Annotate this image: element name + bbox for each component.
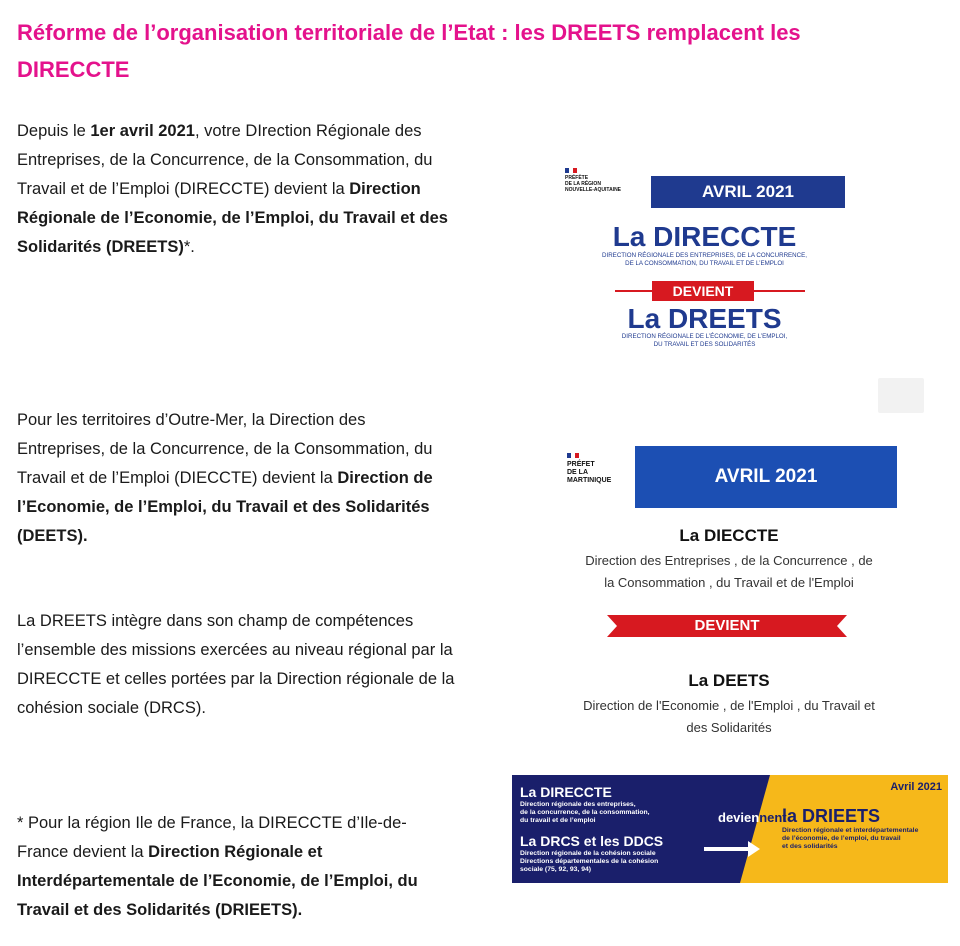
direccte-subtitle-1: Direction régionale des entreprises, [520, 801, 636, 808]
image-dieccte-to-deets [555, 438, 903, 748]
drcs-label: La DRCS et les DDCS [520, 833, 664, 849]
date-label: Avril 2021 [890, 781, 942, 793]
old-name: La DIRECCTE [612, 221, 797, 252]
date-banner: AVRIL 2021 [651, 176, 845, 208]
logo-line-2: DE LA [567, 469, 588, 476]
logo-line-2: DE LA RÉGION [565, 181, 601, 187]
arrow-right-icon [748, 841, 760, 857]
drieets-subtitle-3: et des solidarités [782, 843, 838, 850]
paragraph-outre-mer: Pour les territoires d’Outre-Mer, la Direction des Entreprises, de la Concurrence, de la Consommation, du Travail et de l’Emploi (DIECCTE) devient la Direction de l’Economie, de l’Emploi, du Travail et des Solidarités (DEETS). [17, 411, 433, 545]
republique-logo-icon [565, 168, 577, 173]
paragraph-ile-de-france: * Pour la région Ile de France, la DIRECCTE d’Ile-de-France devient la Direction Régionale et Interdépartementale de l’Economie, de l’Emploi, du Travail et des Solidarités (DRIEETS). [17, 814, 418, 919]
date-banner: AVRIL 2021 [635, 446, 897, 508]
direccte-subtitle-2: de la concurrence, de la consommation, [520, 809, 650, 816]
drieets-label: la DRIEETS [782, 806, 881, 826]
drcs-subtitle-2: Directions départementales de la cohésion [520, 858, 659, 865]
ribbon-right-end [837, 615, 847, 637]
old-subtitle-2: DE LA CONSOMMATION, DU TRAVAIL ET DE L’EMPLOI [625, 260, 784, 267]
new-subtitle-2: DU TRAVAIL ET DES SOLIDARITÉS [653, 341, 756, 348]
new-subtitle-2: des Solidarités [686, 720, 772, 735]
ribbon-left-end [607, 615, 617, 637]
logo-line-3: NOUVELLE-AQUITAINE [565, 187, 622, 193]
paragraph-dreets-intro: Depuis le 1er avril 2021, votre DIrection Régionale des Entreprises, de la Concurrence, de la Consommation, du Travail et de l’Emploi (DIRECCTE) devient la Direction Régionale de l’Economie, de l’Emploi, du Travail et des Solidarités (DREETS)*. [17, 122, 448, 256]
old-subtitle-2: la Consommation , du Travail et de l'Emploi [604, 575, 854, 590]
new-name: La DREETS [627, 303, 782, 334]
image-direccte-to-dreets [549, 150, 860, 372]
page-title: Réforme de l’organisation territoriale de l’Etat : les DREETS remplacent les DIRECCTE [17, 20, 801, 82]
old-subtitle-1: DIRECTION RÉGIONALE DES ENTREPRISES, DE LA CONCURRENCE, [602, 252, 807, 259]
deviennent-label: deviennent [718, 810, 787, 825]
old-name: La DIECCTE [679, 526, 779, 545]
drcs-subtitle-3: sociale (75, 92, 93, 94) [520, 866, 592, 873]
devient-badge: DEVIENT [652, 281, 754, 301]
direccte-label: La DIRECCTE [520, 784, 612, 800]
arrow-shaft [704, 847, 750, 851]
devient-ribbon: DEVIENT [617, 615, 837, 637]
logo-line-1: PRÉFET [567, 461, 595, 468]
logo-line-1: PRÉFÈTE [565, 175, 589, 181]
paragraph-competences: La DREETS intègre dans son champ de compétences l’ensemble des missions exercées au niveau régional par la DIRECCTE et celles portées par la Direction régionale de la cohésion sociale (DRCS). [17, 612, 455, 717]
drcs-subtitle-1: Direction régionale de la cohésion sociale [520, 850, 656, 857]
drieets-subtitle-1: Direction régionale et interdépartementale [782, 827, 919, 834]
old-subtitle-1: Direction des Entreprises , de la Concurrence , de [585, 553, 873, 568]
carousel-next-button[interactable] [878, 378, 924, 413]
republique-logo-icon [567, 453, 579, 458]
direccte-subtitle-3: du travail et de l’emploi [520, 817, 596, 824]
new-subtitle-1: Direction de l'Economie , de l'Emploi , du Travail et [583, 698, 875, 713]
logo-line-3: MARTINIQUE [567, 477, 612, 484]
new-subtitle-1: DIRECTION RÉGIONALE DE L’ÉCONOMIE, DE L’EMPLOI, [621, 333, 788, 340]
drieets-subtitle-2: de l’économie, de l’emploi, du travail [782, 835, 901, 842]
image-drieets-banner [512, 775, 948, 883]
new-name: La DEETS [688, 671, 770, 690]
